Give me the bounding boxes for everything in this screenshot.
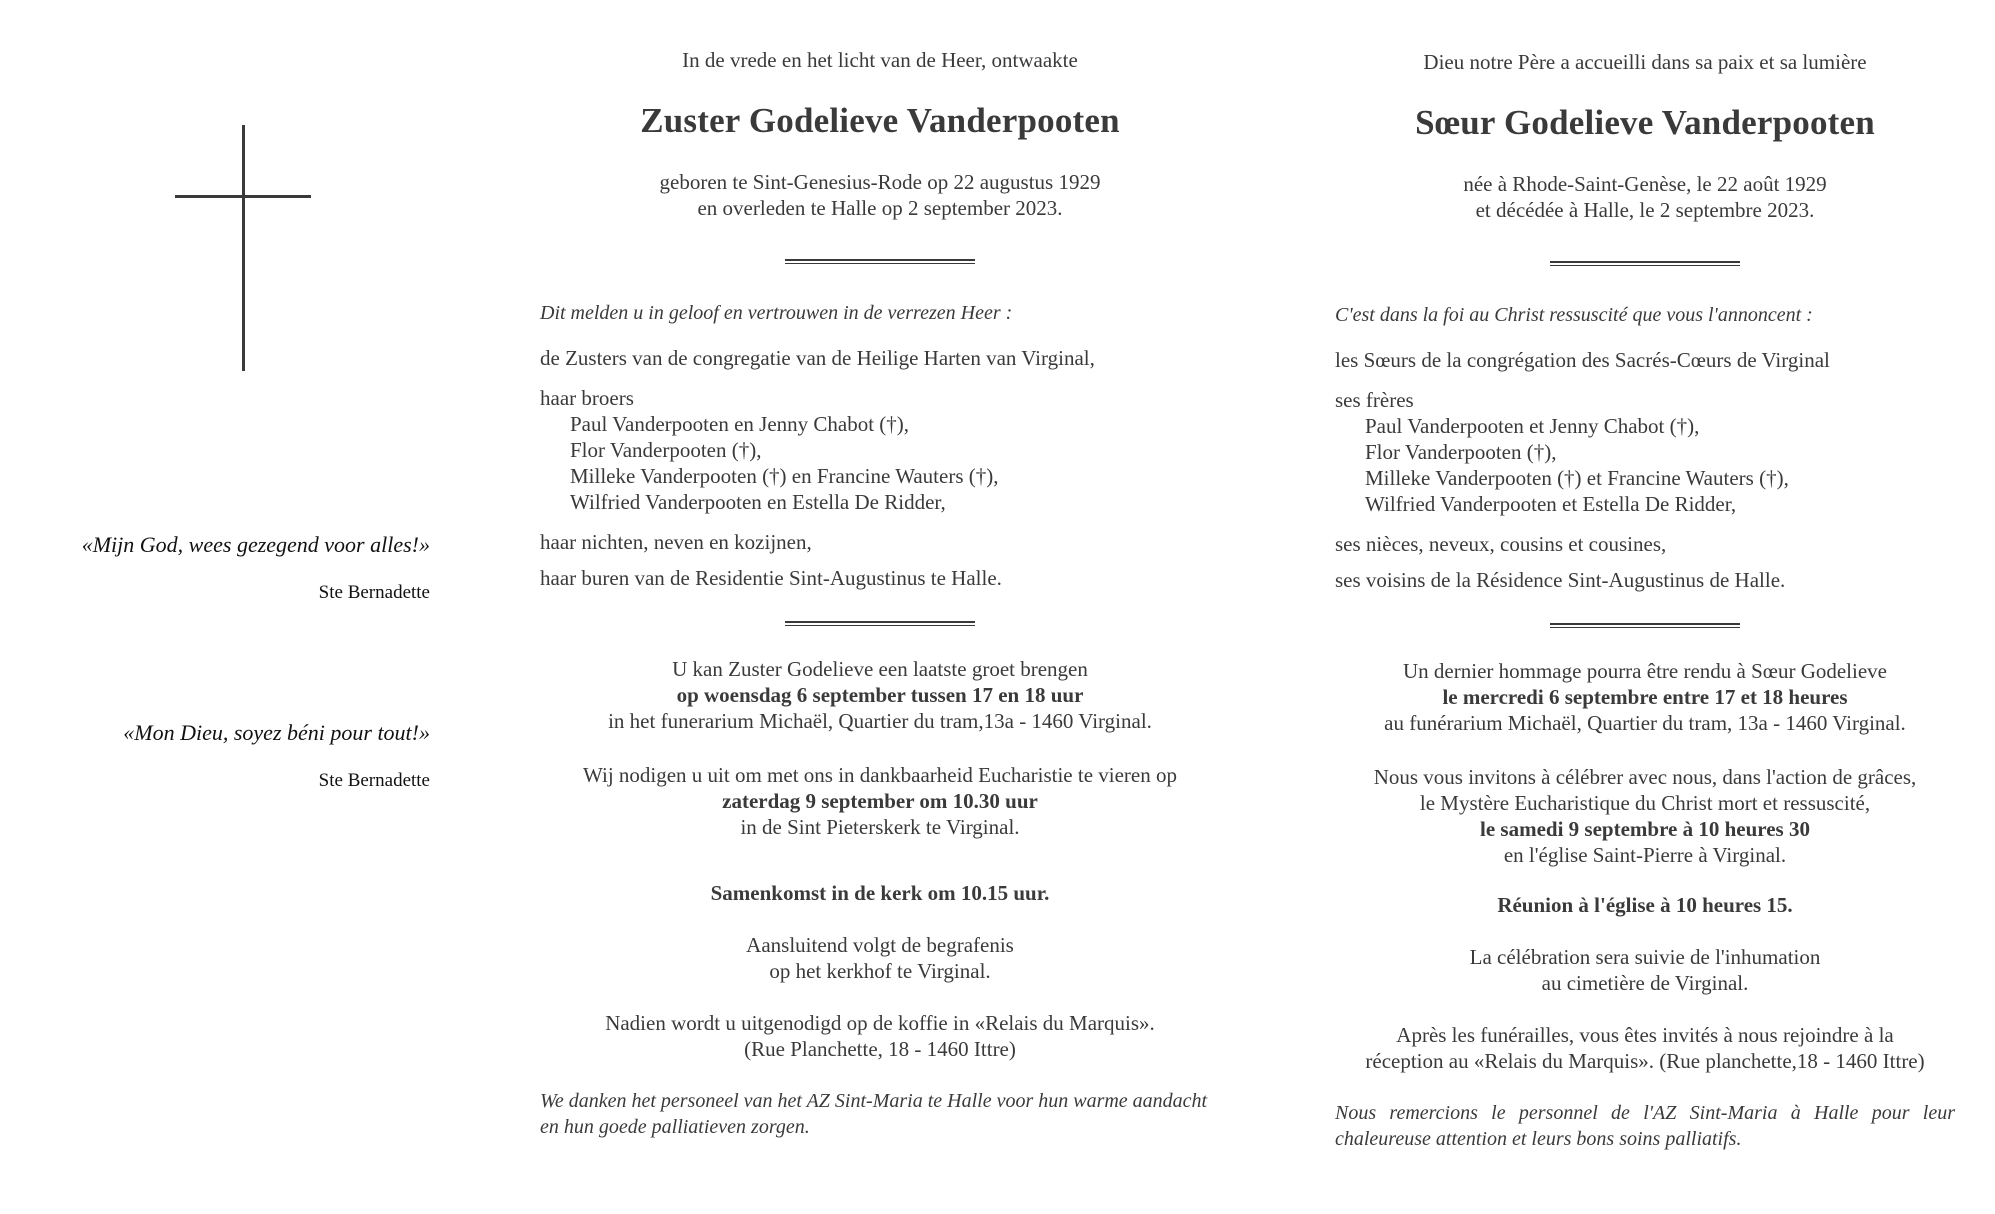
- nieces-text: ses nièces, neveux, cousins et cousines,: [1335, 532, 1667, 556]
- list-item: Paul Vanderpooten en Jenny Chabot (†),: [570, 412, 910, 436]
- divider: [785, 621, 975, 626]
- birth-death-info: née à Rhode-Saint-Genèse, le 22 août 1929 et décédée à Halle, le 2 septembre 2023.: [1463, 172, 1827, 222]
- thanks-text: Nous remercions le personnel de l'AZ Sint-Maria à Halle pour leur chaleureuse attention et leurs bons soins palliatifs.: [1335, 1102, 1955, 1150]
- quote-attribution-dutch: Ste Bernadette: [318, 582, 430, 603]
- deceased-name: Zuster Godelieve Vanderpooten: [640, 101, 1120, 140]
- quote-attribution-french: Ste Bernadette: [318, 770, 430, 791]
- visitation-info: Un dernier hommage pourra être rendu à Sœur Godelieve le mercredi 6 septembre entre 17 et 18 heures au funérarium Michaël, Quartier du tram, 13a - 1460 Virginal.: [1384, 659, 1906, 735]
- neighbours-text: haar buren van de Residentie Sint-Augustinus te Halle.: [540, 566, 1002, 590]
- congregation-text: les Sœurs de la congrégation des Sacrés-Cœurs de Virginal: [1335, 348, 1830, 372]
- dutch-column: [540, 48, 1220, 1140]
- neighbours-text: ses voisins de la Résidence Sint-Augustinus de Halle.: [1335, 568, 1786, 592]
- list-item: Wilfried Vanderpooten en Estella De Ridder,: [570, 490, 946, 514]
- list-item: Paul Vanderpooten et Jenny Chabot (†),: [1365, 414, 1700, 438]
- quote-french: «Mon Dieu, soyez béni pour tout!»: [123, 720, 430, 745]
- brothers-list: [540, 411, 1220, 515]
- gathering-info: Réunion à l'église à 10 heures 15.: [1497, 893, 1793, 917]
- intro-text: In de vrede en het licht van de Heer, ontwaakte: [682, 48, 1078, 72]
- mass-info: Wij nodigen u uit om met ons in dankbaarheid Eucharistie te vieren op zaterdag 9 september om 10.30 uur in de Sint Pieterskerk te Virginal.: [583, 763, 1177, 839]
- burial-info: La célébration sera suivie de l'inhumation au cimetière de Virginal.: [1469, 945, 1821, 995]
- visitation-info: U kan Zuster Godelieve een laatste groet brengen op woensdag 6 september tussen 17 en 18 uur in het funerarium Michaël, Quartier du tram,13a - 1460 Virginal.: [608, 657, 1152, 733]
- congregation-text: de Zusters van de congregatie van de Heilige Harten van Virginal,: [540, 346, 1095, 370]
- gathering-info: Samenkomst in de kerk om 10.15 uur.: [710, 881, 1050, 905]
- birth-death-info: geboren te Sint-Genesius-Rode op 22 augustus 1929 en overleden te Halle op 2 september 2023.: [659, 170, 1101, 220]
- list-item: Milleke Vanderpooten (†) et Francine Wauters (†),: [1365, 466, 1789, 490]
- list-item: Flor Vanderpooten (†),: [1365, 440, 1557, 464]
- list-item: Milleke Vanderpooten (†) en Francine Wauters (†),: [570, 464, 999, 488]
- thanks-text: We danken het personeel van het AZ Sint-Maria te Halle voor hun warme aandacht en hun goede palliatieven zorgen.: [540, 1090, 1208, 1138]
- coffee-info: Nadien wordt u uitgenodigd op de koffie in «Relais du Marquis». (Rue Planchette, 18 - 1460 Ittre): [605, 1011, 1155, 1061]
- burial-info: Aansluitend volgt de begrafenis op het kerkhof te Virginal.: [746, 933, 1014, 983]
- cross-icon: [175, 125, 311, 371]
- mass-info: Nous vous invitons à célébrer avec nous, dans l'action de grâces, le Mystère Eucharistique du Christ mort et ressuscité, le samedi 9 septembre à 10 heures 30 en l'église Saint-Pierre à Virginal.: [1373, 765, 1917, 867]
- brothers-list: [1335, 413, 1955, 517]
- list-item: Flor Vanderpooten (†),: [570, 438, 762, 462]
- announcement-text: C'est dans la foi au Christ ressuscité que vous l'annoncent :: [1335, 304, 1813, 326]
- quote-dutch: «Mijn God, wees gezegend voor alles!»: [81, 532, 430, 557]
- french-column: [1335, 50, 1955, 1152]
- divider: [1550, 623, 1740, 628]
- nieces-text: haar nichten, neven en kozijnen,: [540, 530, 812, 554]
- left-column: [0, 0, 470, 1214]
- intro-text: Dieu notre Père a accueilli dans sa paix et sa lumière: [1423, 50, 1867, 74]
- brothers-label: ses frères: [1335, 388, 1414, 412]
- reception-info: Après les funérailles, vous êtes invités à nous rejoindre à la réception au «Relais du Marquis». (Rue planchette,18 - 1460 Ittre): [1365, 1023, 1925, 1073]
- list-item: Wilfried Vanderpooten et Estella De Ridder,: [1365, 492, 1737, 516]
- divider: [785, 259, 975, 264]
- brothers-label: haar broers: [540, 386, 634, 410]
- divider: [1550, 261, 1740, 266]
- announcement-text: Dit melden u in geloof en vertrouwen in de verrezen Heer :: [540, 302, 1013, 324]
- deceased-name: Sœur Godelieve Vanderpooten: [1415, 103, 1875, 142]
